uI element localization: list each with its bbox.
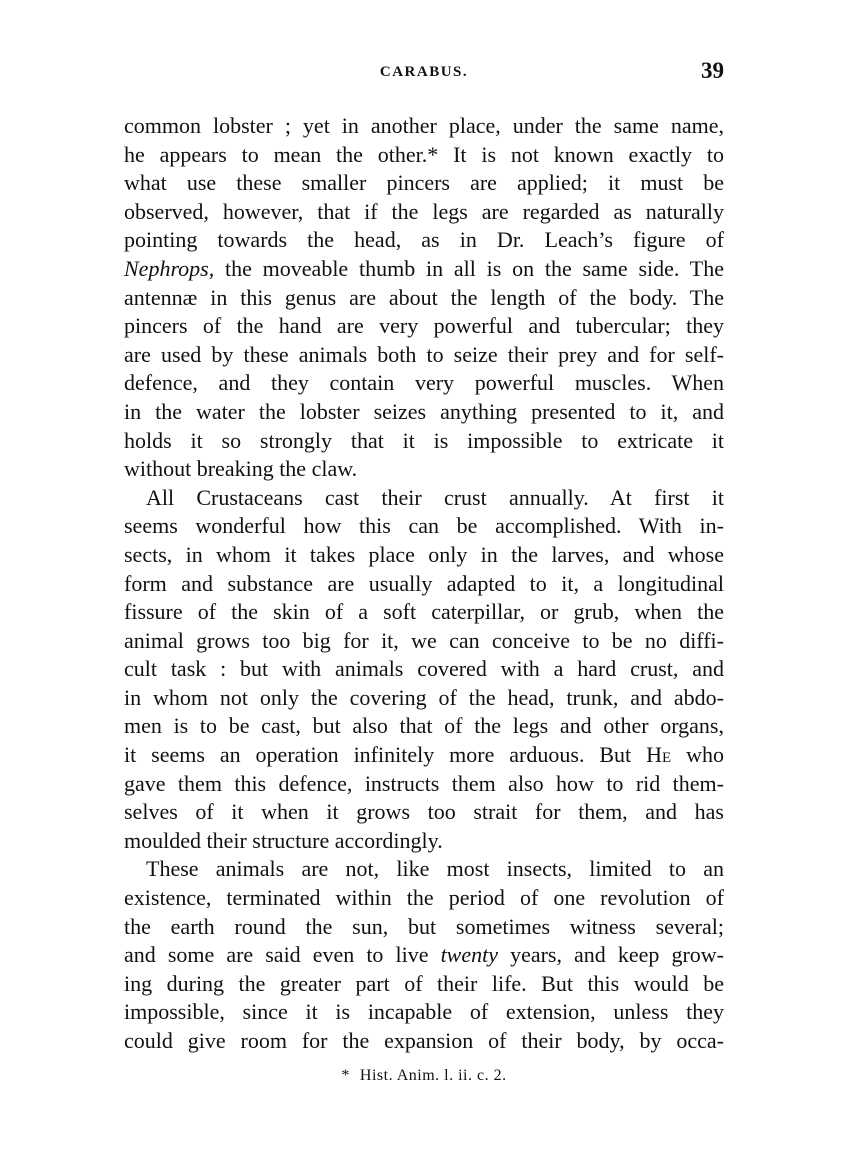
text-line [124,255,724,284]
text-line: in the water the lobster seizes anything presented to it, and [124,398,724,424]
running-head: CARABUS. [379,64,469,80]
text-line: animal grows too big for it, we can conceive to be no diffi- [124,627,724,653]
text-line: the earth round the sun, but sometimes witness several; [124,913,724,939]
text-line: form and substance are usually adapted to it, a longitudinal [124,570,724,596]
body-text [124,112,724,1056]
text-line [124,941,724,970]
text-line: defence, and they contain very powerful muscles. When [124,370,724,396]
text-fragment: it seems an operation infinitely more arduous. But [124,742,632,768]
text-line: what use these smaller pincers are applied; it must be [124,170,724,196]
genus-name-italic: Nephrops, [124,255,215,281]
text-line: pincers of the hand are very powerful and tubercular; they [124,313,724,339]
text-line: cult task : but with animals covered with a hard crust, and [124,656,724,682]
text-line: holds it so strongly that it is impossible to extricate it [124,427,724,453]
text-line: are used by these animals both to seize their prey and for self- [124,341,724,367]
page-number: 39 [701,58,724,83]
text-line [124,741,724,770]
text-fragment: and some are said even to live [124,942,429,968]
text-line: gave them this defence, instructs them also how to rid them- [124,770,724,796]
text-line: observed, however, that if the legs are regarded as naturally [124,198,724,224]
text-line: fissure of the skin of a soft caterpillar, or grub, when the [124,599,724,625]
text-line: seems wonderful how this can be accomplished. With in- [124,513,724,539]
text-line: moulded their structure accordingly. [124,827,443,853]
text-fragment: years, and keep grow- [510,942,724,968]
text-line: in whom not only the covering of the head, trunk, and abdo- [124,684,724,710]
emphasis-italic: twenty [440,942,498,968]
text-line: without breaking the claw. [124,456,358,482]
text-line: ing during the greater part of their life. But this would be [124,970,724,996]
text-line: pointing towards the head, as in Dr. Leach’s figure of [124,227,724,253]
text-fragment: the moveable thumb in all is on the same side. The [225,255,724,281]
text-line: men is to be cast, but also that of the legs and other organs, [124,713,724,739]
text-line: These animals are not, like most insects, limited to an [146,856,724,882]
footnote [124,1067,724,1085]
text-line: common lobster ; yet in another place, under the same name, [124,113,724,138]
footnote-text: Hist. Anim. l. ii. c. 2. [359,1067,507,1084]
text-line: selves of it when it grows too strait for them, and has [124,799,724,825]
text-line: sects, in whom it takes place only in the larves, and whose [124,541,724,567]
footnote-marker: * [341,1067,350,1084]
small-caps-word: He [646,742,672,768]
text-line: he appears to mean the other.* It is not known exactly to [124,141,724,167]
page-header [124,58,724,88]
text-line: antennæ in this genus are about the length of the body. The [124,284,724,310]
text-fragment: who [686,742,724,768]
text-line: impossible, since it is incapable of extension, unless they [124,999,724,1025]
text-line: existence, terminated within the period of one revolution of [124,885,724,911]
text-line: could give room for the expansion of their body, by occa- [124,1028,724,1053]
text-line: All Crustaceans cast their crust annually. At first it [146,484,724,510]
